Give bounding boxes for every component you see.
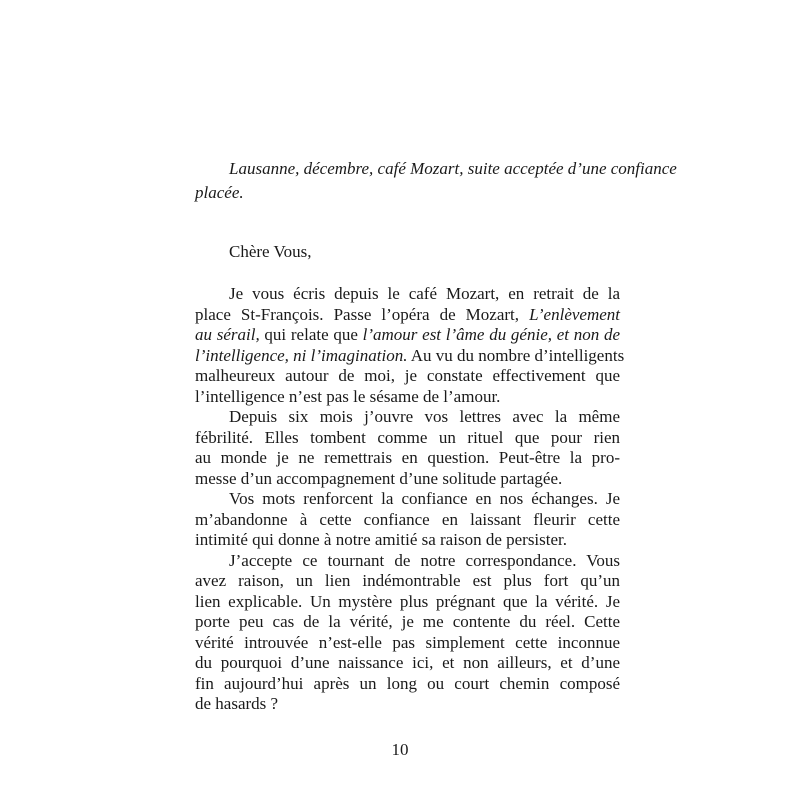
p4-line-6: du pourquoi d’une naissance ici, et non ailleurs, et d’une xyxy=(195,653,620,672)
p4-line-2: avez raison, un lien indémontrable est plus fort qu’un xyxy=(195,571,620,590)
p1-line-4-italic: l’intelligence, ni l’imagination. xyxy=(195,345,408,365)
p1-line-2 xyxy=(195,305,620,325)
p1-line-5: malheureux autour de moi, je constate effectivement que xyxy=(195,366,620,385)
p1-line-3-italic-b: l’amour est l’âme du génie, et non de xyxy=(362,325,620,344)
heading-line-2: placée. xyxy=(195,183,244,202)
p2-line-1: Depuis six mois j’ouvre vos lettres avec la même xyxy=(229,407,620,426)
p2-line-2: fébrilité. Elles tombent comme un rituel que pour rien xyxy=(195,427,620,447)
p1-line-3 xyxy=(195,325,620,345)
p2-line-4: messe d’un accompagnement d’une solitude partagée. xyxy=(195,468,563,488)
p4-line-1: J’accepte ce tournant de notre correspondance. Vous xyxy=(229,550,620,570)
p4-line-4: porte peu cas de la vérité, je me contente du réel. Cette xyxy=(195,612,620,631)
p4-line-3: lien explicable. Un mystère plus prégnant que la vérité. Je xyxy=(195,591,620,611)
salutation: Chère Vous, xyxy=(229,242,312,261)
p1-line-3-italic-a: au sérail, xyxy=(195,325,260,344)
p1-line-1: Je vous écris depuis le café Mozart, en retrait de la xyxy=(229,284,620,303)
p4-line-5: vérité introuvée n’est-elle pas simplement cette inconnue xyxy=(195,632,620,652)
p1-line-2-plain: place St-François. Passe l’opéra de Mozart, xyxy=(195,304,530,324)
p1-line-3-plain: qui relate que xyxy=(259,325,363,344)
heading-line-1: Lausanne, décembre, café Mozart, suite acceptée d’une confiance xyxy=(229,159,677,178)
p3-line-1: Vos mots renforcent la confiance en nos échanges. Je xyxy=(229,489,620,508)
p3-line-3: intimité qui donne à notre amitié sa raison de persister. xyxy=(195,530,568,549)
p1-line-4-plain: Au vu du nombre d’intelligents xyxy=(407,345,625,365)
p1-line-2-italic: L’enlèvement xyxy=(529,304,620,324)
p3-line-2: m’abandonne à cette confiance en laissant fleurir cette xyxy=(195,509,620,529)
p2-line-3: au monde je ne remettrais en question. Peut-être la pro- xyxy=(195,448,620,467)
page-number: 10 xyxy=(391,740,409,759)
p1-line-4 xyxy=(195,345,625,366)
p1-line-6: l’intelligence n’est pas le sésame de l’amour. xyxy=(195,386,501,406)
p4-line-8: de hasards ? xyxy=(195,694,279,713)
p4-line-7: fin aujourd’hui après un long ou court chemin composé xyxy=(195,673,620,693)
